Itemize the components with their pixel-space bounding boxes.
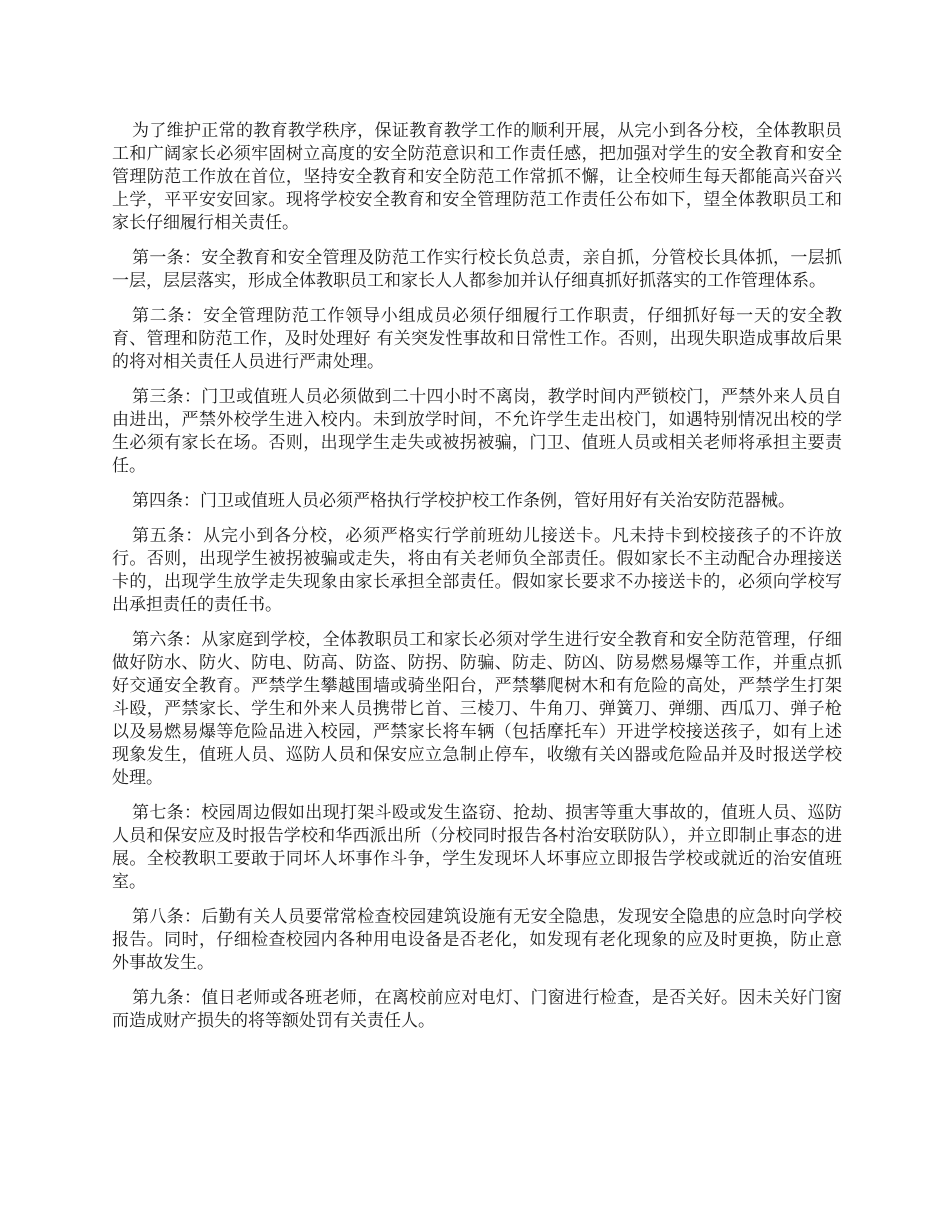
article-7-paragraph: 第七条：校园周边假如出现打架斗殴或发生盗窃、抢劫、损害等重大事故的，值班人员、巡防人员和保安应及时报告学校和华西派出所（分校同时报告各村治安联防队），并立即制止事态的进展。全校教职工要敢于同坏人坏事作斗争，学生发现坏人坏事应立即报告学校或就近的治安值班室。 <box>112 803 842 892</box>
article-4-paragraph: 第四条：门卫或值班人员必须严格执行学校护校工作条例，管好用好有关治安防范器械。 <box>132 491 795 511</box>
article-6-paragraph: 第六条：从家庭到学校，全体教职员工和家长必须对学生进行安全教育和安全防范管理，仔细做好防水、防火、防电、防高、防盗、防拐、防骗、防走、防凶、防易燃易爆等工作，并重点抓好交通安全教育。严禁学生攀越围墙或骑坐阳台，严禁攀爬树木和有危险的高处，严禁学生打架斗殴，严禁家长、学生和外来人员携带匕首、三棱刀、牛角刀、弹簧刀、弹绷、西瓜刀、弹子枪以及易燃易爆等危险品进入校园，严禁家长将车辆（包括摩托车）开进学校接送孩子，如有上述现象发生，值班人员、巡防人员和保安应立急制止停车，收缴有关凶器或危险品并及时报送学校处理。 <box>112 630 842 788</box>
article-2-paragraph: 第二条：安全管理防范工作领导小组成员必须仔细履行工作职责，仔细抓好每一天的安全教育、管理和防范工作，及时处理好 有关突发性事故和日常性工作。否则，出现失职造成事故后果的将对相关责任人员进行严肃处理。 <box>112 306 842 372</box>
article-5-paragraph: 第五条：从完小到各分校，必须严格实行学前班幼儿接送卡。凡未持卡到校接孩子的不许放行。否则，出现学生被拐被骗或走失，将由有关老师负全部责任。假如家长不主动配合办理接送卡的，出现学生放学走失现象由家长承担全部责任。假如家长要求不办接送卡的，必须向学校写出承担责任的责任书。 <box>112 526 842 615</box>
article-3-paragraph: 第三条：门卫或值班人员必须做到二十四小时不离岗，教学时间内严锁校门，严禁外来人员自由进出，严禁外校学生进入校内。未到放学时间，不允许学生走出校门，如遇特别情况出校的学生必须有家长在场。否则，出现学生走失或被拐被骗，门卫、值班人员或相关老师将承担主要责任。 <box>112 387 842 476</box>
article-1-paragraph: 第一条：安全教育和安全管理及防范工作实行校长负总责，亲自抓，分管校长具体抓，一层抓一层，层层落实，形成全体教职员工和家长人人都参加并认仔细真抓好抓落实的工作管理体系。 <box>112 248 842 291</box>
intro-paragraph: 为了维护正常的教育教学秩序，保证教育教学工作的顺利开展，从完小到各分校，全体教职员工和广阔家长必须牢固树立高度的安全防范意识和工作责任感，把加强对学生的安全教育和安全管理防范工作放在首位，坚持安全教育和安全防范工作常抓不懈，让全校师生每天都能高兴奋兴上学，平平安安回家。现将学校安全教育和安全管理防范工作责任公布如下，望全体教职员工和家长仔细履行相关责任。 <box>112 121 842 233</box>
document-body <box>112 120 842 1045</box>
article-8-paragraph: 第八条：后勤有关人员要常常检查校园建筑设施有无安全隐患，发现安全隐患的应急时向学校报告。同时，仔细检查校园内各种用电设备是否老化，如发现有老化现象的应及时更换，防止意外事故发生。 <box>112 907 842 973</box>
article-9-paragraph: 第九条：值日老师或各班老师，在离校前应对电灯、门窗进行检查，是否关好。因未关好门窗而造成财产损失的将等额处罚有关责任人。 <box>112 988 842 1031</box>
